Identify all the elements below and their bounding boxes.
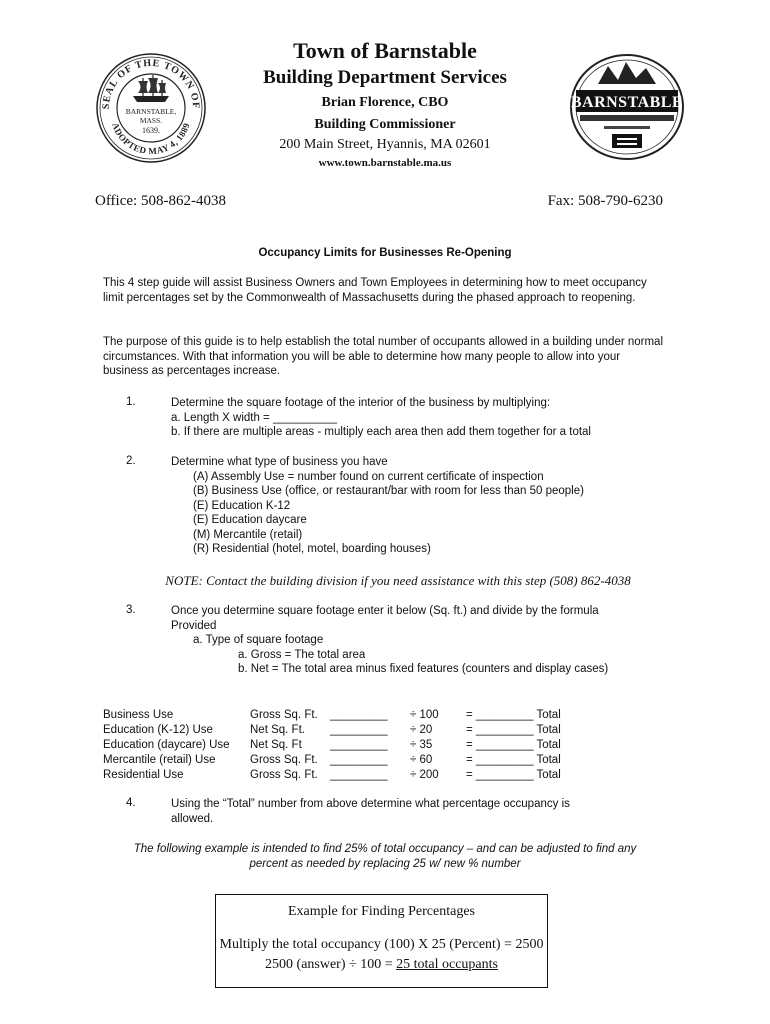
svg-text:1639.: 1639. <box>142 126 160 135</box>
divisor: ÷ 200 <box>410 769 439 781</box>
example-note-line-1: The following example is intended to find 25% of total occupancy – and can be adjusted to find any <box>133 843 637 855</box>
svg-text:ADOPTED MAY 4, 1889: ADOPTED MAY 4, 1889 <box>110 121 192 157</box>
step-3-text: Once you determine square footage enter it below (Sq. ft.) and divide by the formula <box>171 605 599 617</box>
svg-text:BARNSTABLE,: BARNSTABLE, <box>125 107 177 116</box>
svg-text:BARNSTABLE: BARNSTABLE <box>570 94 684 111</box>
svg-text:SEAL OF THE TOWN OF: SEAL OF THE TOWN OF <box>100 57 202 110</box>
area-type: Gross Sq. Ft. <box>250 709 318 721</box>
step-1-b: b. If there are multiple areas - multiply each area then add them together for a total <box>171 426 591 438</box>
table-row <box>103 753 561 768</box>
list-item: (A) Assembly Use = number found on current certificate of inspection <box>193 470 544 483</box>
occupancy-calc-table <box>103 708 561 783</box>
step-3 <box>171 604 671 677</box>
step-4-number: 4. <box>126 797 136 809</box>
purpose-paragraph: The purpose of this guide is to help establish the total number of occupants allowed in a building under normal circumstances. With that information you will be able to determine how many people to allow into your business as percentages increase. <box>103 336 664 377</box>
step-2 <box>171 455 671 557</box>
area-type: Net Sq. Ft <box>250 739 302 751</box>
step-3-text-2: Provided <box>171 619 217 632</box>
business-type-list <box>171 470 671 557</box>
example-note <box>100 842 670 872</box>
example-line-2 <box>216 957 547 973</box>
step-3-gross: a. Gross = The total area <box>238 648 366 661</box>
list-item: (E) Education daycare <box>193 514 307 526</box>
assistance-note: NOTE: Contact the building division if you need assistance with this step (508) 862-4038 <box>165 573 631 588</box>
department-name: Building Department Services <box>263 67 507 88</box>
area-type: Net Sq. Ft. <box>250 724 305 736</box>
step-1-a: a. Length X width = __________ <box>171 411 337 424</box>
svg-text:MASS.: MASS. <box>139 116 163 125</box>
use-type: Education (daycare) Use <box>103 739 230 751</box>
step-4-text: Using the “Total” number from above determine what percentage occupancy is <box>171 798 570 810</box>
intro-paragraph: This 4 step guide will assist Business Owners and Town Employees in determining how to meet occupancy limit percentages set by the Commonwealth of Massachusetts during the phased approach to reopening. <box>103 277 647 304</box>
step-3-sub-a: a. Type of square footage <box>193 634 324 646</box>
fax-number: Fax: 508-790-6230 <box>547 193 663 209</box>
area-type: Gross Sq. Ft. <box>250 769 318 781</box>
use-type: Education (K-12) Use <box>103 724 213 736</box>
step-4-text-2: allowed. <box>171 812 214 825</box>
list-item: (B) Business Use (office, or restaurant/bar with room for less than 50 people) <box>193 485 584 497</box>
sqft-blank[interactable]: _________ <box>330 754 388 766</box>
official-title: Building Commissioner <box>314 117 456 132</box>
total-blank[interactable]: = _________ Total <box>466 709 561 721</box>
use-type: Residential Use <box>103 769 184 781</box>
step-1 <box>171 396 671 440</box>
divisor: ÷ 60 <box>410 754 433 766</box>
area-type: Gross Sq. Ft. <box>250 754 318 766</box>
sqft-blank[interactable]: _________ <box>330 724 388 736</box>
table-row <box>103 708 561 723</box>
website-link[interactable]: www.town.barnstable.ma.us <box>318 157 452 169</box>
total-blank[interactable]: = _________ Total <box>466 769 561 781</box>
sqft-blank[interactable]: _________ <box>330 709 388 721</box>
divisor: ÷ 35 <box>410 739 433 751</box>
divisor: ÷ 100 <box>410 709 439 721</box>
sqft-blank[interactable]: _________ <box>330 739 388 751</box>
step-2-number: 2. <box>126 455 136 467</box>
list-item: (M) Mercantile (retail) <box>193 528 303 541</box>
example-title: Example for Finding Percentages <box>287 904 475 919</box>
town-name: Town of Barnstable <box>293 38 477 63</box>
total-blank[interactable]: = _________ Total <box>466 739 561 751</box>
list-item: (R) Residential (hotel, motel, boarding houses) <box>193 543 431 555</box>
use-type: Mercantile (retail) Use <box>103 754 216 766</box>
example-box <box>215 894 548 988</box>
step-3-net: b. Net = The total area minus fixed features (counters and display cases) <box>238 663 609 675</box>
office-phone: Office: 508-862-4038 <box>95 193 226 209</box>
table-row <box>103 723 561 738</box>
total-blank[interactable]: = _________ Total <box>466 724 561 736</box>
list-item: (E) Education K-12 <box>193 499 291 512</box>
document-title: Occupancy Limits for Businesses Re-Opening <box>258 247 512 259</box>
example-result: 25 total occupants <box>396 957 498 972</box>
example-line-2-prefix: 2500 (answer) ÷ 100 = <box>265 957 397 972</box>
use-type: Business Use <box>103 709 174 721</box>
sqft-blank[interactable]: _________ <box>330 769 388 781</box>
table-row <box>103 738 561 753</box>
step-3-number: 3. <box>126 604 136 616</box>
step-1-text: Determine the square footage of the interior of the business by multiplying: <box>171 397 551 409</box>
step-1-number: 1. <box>126 396 136 408</box>
example-note-line-2: percent as needed by replacing 25 w/ new % number <box>249 858 521 870</box>
official-name: Brian Florence, CBO <box>321 95 449 110</box>
example-line-1: Multiply the total occupancy (100) X 25 (Percent) = 2500 <box>219 937 544 952</box>
total-blank[interactable]: = _________ Total <box>466 754 561 766</box>
step-4 <box>171 797 671 826</box>
address: 200 Main Street, Hyannis, MA 02601 <box>279 137 491 152</box>
divisor: ÷ 20 <box>410 724 433 736</box>
step-2-text: Determine what type of business you have <box>171 456 388 468</box>
table-row <box>103 768 561 783</box>
